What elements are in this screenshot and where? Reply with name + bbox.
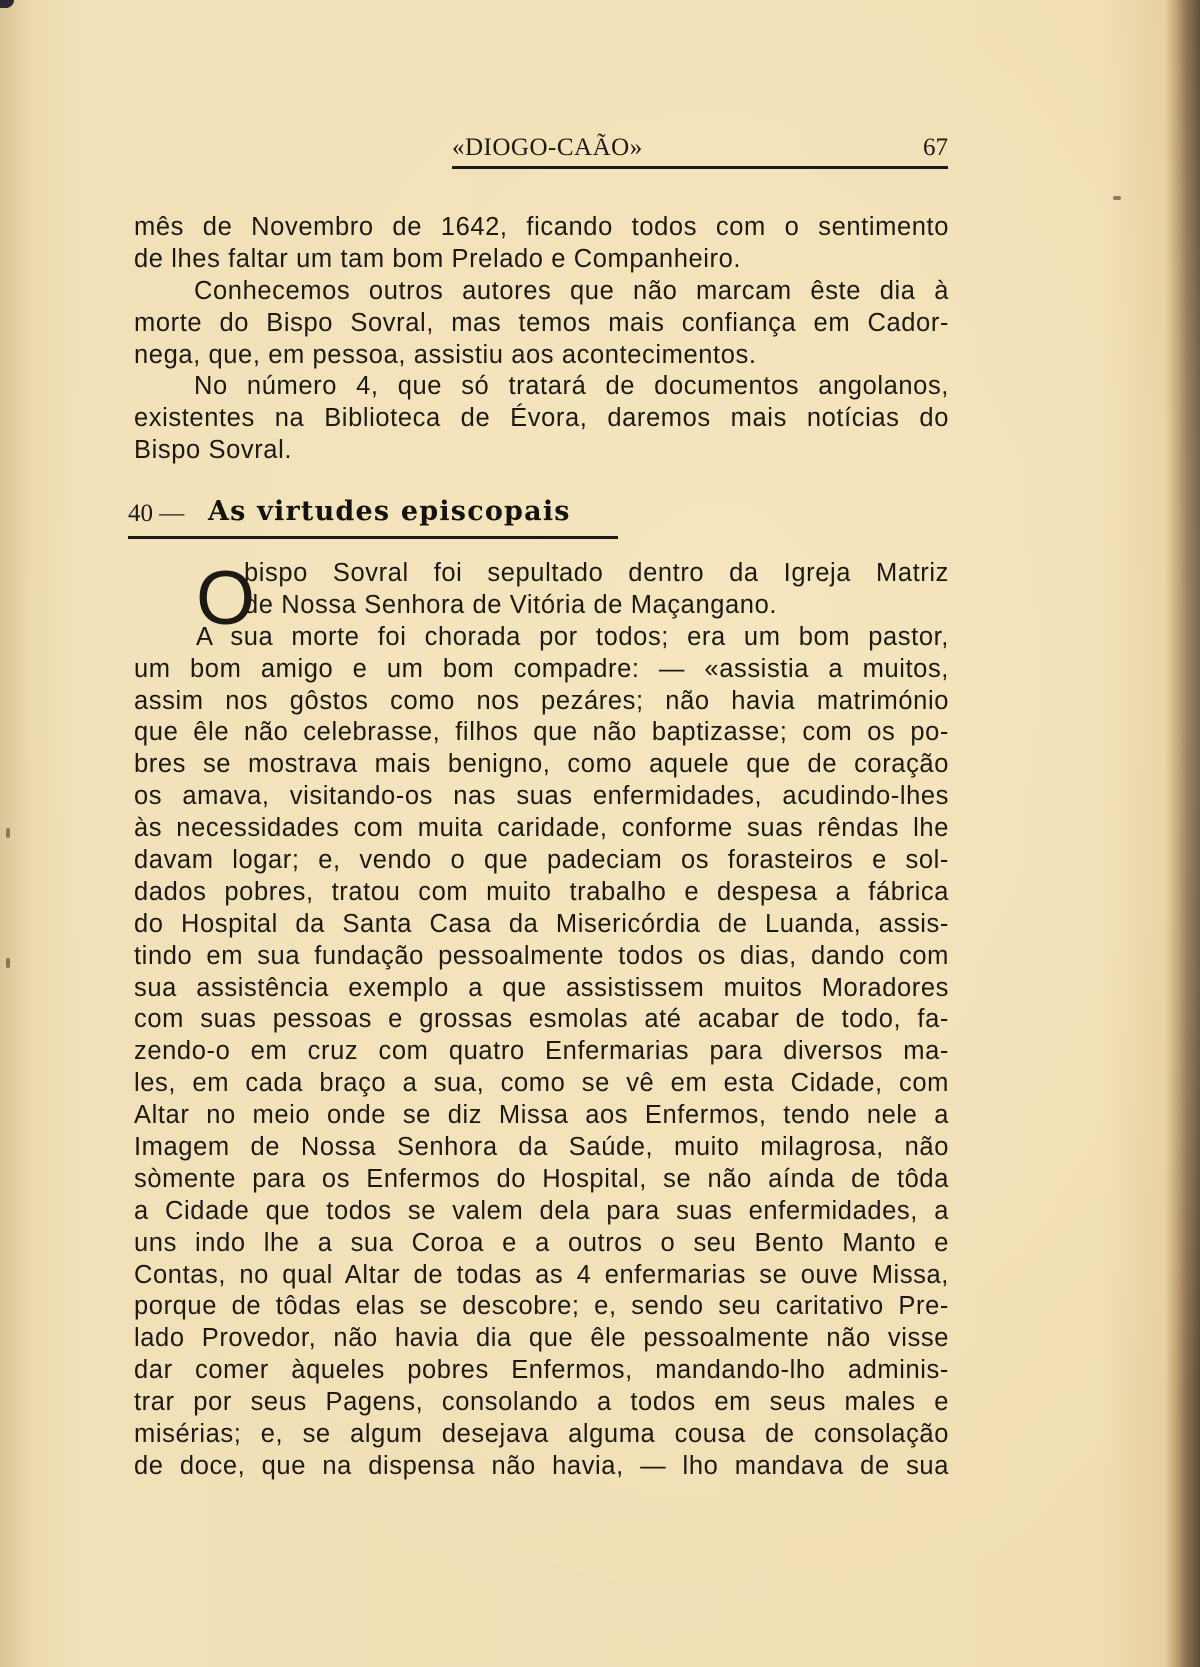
- text-line: lado Provedor, não havia dia que êle pessoalmente não visse: [134, 1324, 949, 1353]
- text-line: um bom amigo e um bom compadre: — «assistia a muitos,: [134, 654, 949, 683]
- text-line: porque de tôdas elas se descobre; e, sendo seu caritativo Pre-: [134, 1292, 949, 1321]
- running-header: [452, 134, 948, 169]
- section-number: 40 —: [128, 500, 185, 527]
- page-number: 67: [923, 134, 948, 161]
- intro-paragraphs: [134, 212, 949, 467]
- text-line: No número 4, que só tratará de documentos angolanos,: [194, 372, 949, 401]
- text-line: trar por seus Pagens, consolando a todos em seus males e: [134, 1388, 949, 1417]
- text-line: tindo em sua fundação pessoalmente todos os dias, dando com: [134, 941, 949, 970]
- text-line: Imagem de Nossa Senhora da Saúde, muito milagrosa, não: [134, 1133, 949, 1162]
- text-line: de Nossa Senhora de Vitória de Maçangano.: [244, 590, 778, 619]
- text-line: às necessidades com muita caridade, conforme suas rêndas lhe: [134, 814, 949, 843]
- text-line: misérias; e, se algum desejava alguma cousa de consolação: [134, 1420, 949, 1449]
- text-line: Contas, no qual Altar de todas as 4 enfermarias se ouve Missa,: [134, 1260, 949, 1289]
- text-line: nega, que, em pessoa, assistiu aos acontecimentos.: [134, 340, 757, 369]
- text-line: com suas pessoas e grossas esmolas até acabar de todo, fa-: [134, 1005, 949, 1034]
- text-line: dar comer àqueles pobres Enfermos, mandando-lho adminis-: [134, 1356, 949, 1385]
- text-line: os amava, visitando-os nas suas enfermidades, acudindo-lhes: [134, 782, 949, 811]
- text-line: uns indo lhe a sua Coroa e a outros o seu Bento Manto e: [134, 1228, 949, 1257]
- text-line: de doce, que na dispensa não havia, — lho mandava de sua: [134, 1451, 949, 1480]
- text-line: davam logar; e, vendo o que padeciam os forasteiros e sol-: [134, 846, 949, 875]
- margin-mark: [6, 828, 10, 838]
- text-line: bispo Sovral foi sepultado dentro da Igreja Matriz: [244, 559, 949, 587]
- section-heading: [128, 498, 618, 539]
- drop-cap: O: [196, 556, 256, 641]
- text-line: dados pobres, tratou com muito trabalho e despesa a fábrica: [134, 877, 949, 906]
- text-line: morte do Bispo Sovral, mas temos mais confiança em Cador-: [134, 308, 949, 337]
- margin-mark: [6, 958, 10, 968]
- text-line: A sua morte foi chorada por todos; era um bom pastor,: [196, 622, 949, 651]
- paper-speck: [1113, 196, 1121, 200]
- text-line: sòmente para os Enfermos do Hospital, se não aínda de tôda: [134, 1164, 949, 1193]
- section-paragraphs: [134, 558, 949, 1483]
- running-title: «DIOGO-CAÃO»: [452, 134, 643, 161]
- text-line: do Hospital da Santa Casa da Misericórdia de Luanda, assis-: [134, 909, 949, 938]
- text-line: bres se mostrava mais benigno, como aquele que de coração: [134, 750, 949, 779]
- text-line: existentes na Biblioteca de Évora, daremos mais notícias do: [134, 404, 949, 433]
- text-line: Conhecemos outros autores que não marcam êste dia à: [194, 276, 949, 305]
- text-line: que êle não celebrasse, filhos que não baptizasse; com os po-: [134, 718, 949, 747]
- text-line: Altar no meio onde se diz Missa aos Enfermos, tendo nele a: [134, 1101, 949, 1130]
- page-corner-shadow: [0, 0, 14, 8]
- text-line: les, em cada braço a sua, como se vê em esta Cidade, com: [134, 1069, 949, 1098]
- section-title: As virtudes episcopais: [208, 496, 571, 527]
- text-line: a Cidade que todos se valem dela para suas enfermidades, a: [134, 1196, 949, 1225]
- text-line: assim nos gôstos como nos pezáres; não havia matrimónio: [134, 686, 949, 715]
- text-line: sua assistência exemplo a que assistissem muitos Moradores: [134, 973, 949, 1002]
- text-line: mês de Novembro de 1642, ficando todos com o sentimento: [134, 213, 949, 241]
- text-line: de lhes faltar um tam bom Prelado e Companheiro.: [134, 244, 742, 273]
- text-line: Bispo Sovral.: [134, 436, 293, 465]
- text-line: zendo-o em cruz com quatro Enfermarias para diversos ma-: [134, 1037, 949, 1066]
